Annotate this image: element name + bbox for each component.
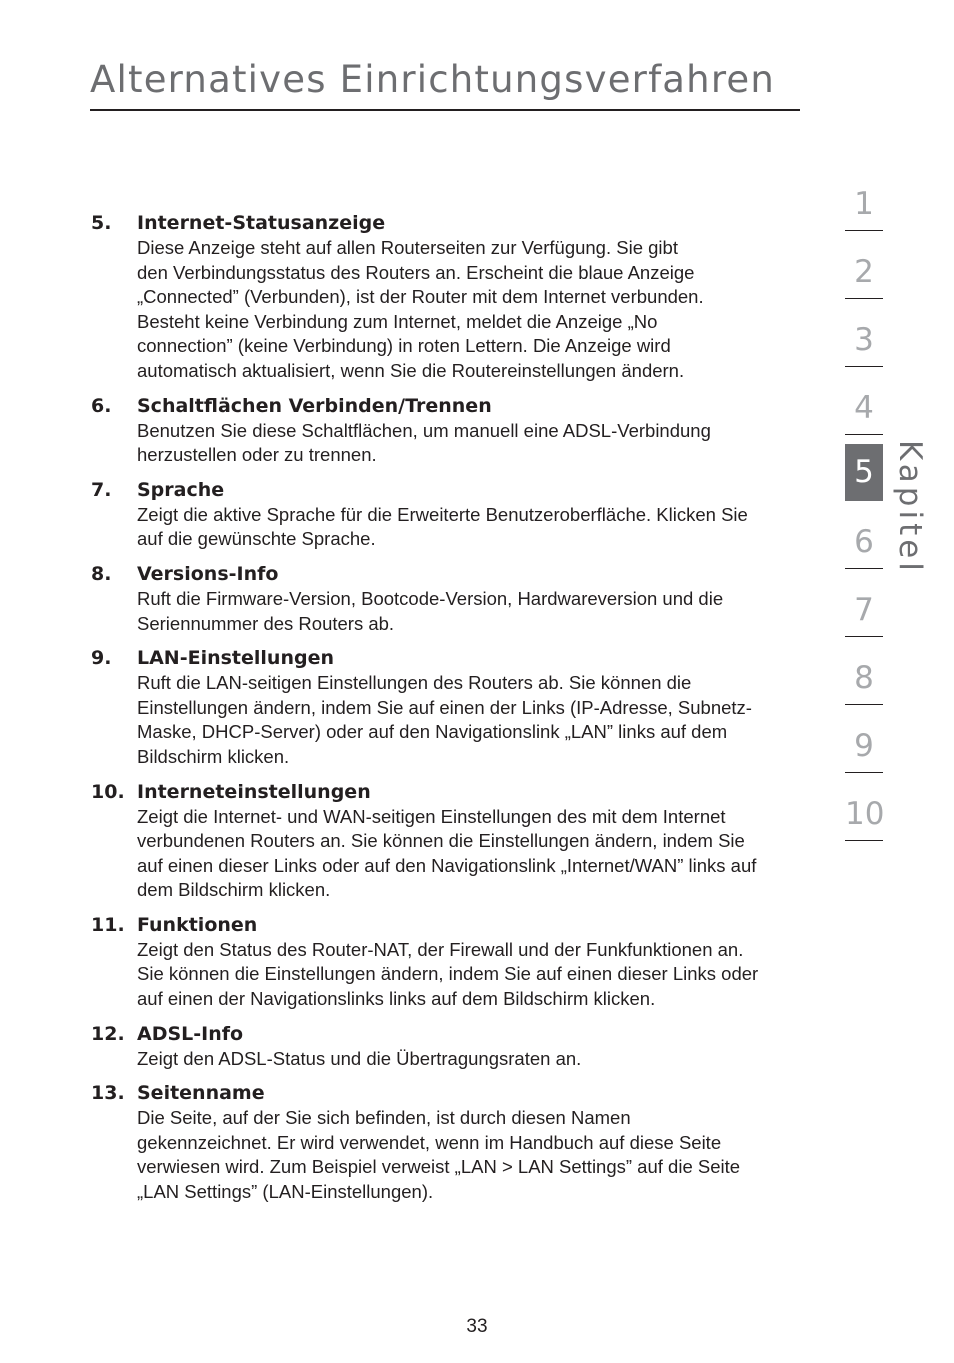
item-heading: Funktionen (137, 913, 258, 936)
body-line: Seriennummer des Routers ab. (137, 612, 395, 634)
body-line: Zeigt die Internet- und WAN-seitigen Einstellungen des mit dem Internet (137, 805, 726, 827)
body-line: verwiesen wird. Zum Beispiel verweist „LAN > LAN Settings” auf die Seite (137, 1156, 741, 1178)
list-item (91, 561, 836, 636)
body-line: dem Bildschirm klicken. (137, 879, 331, 901)
item-list (91, 210, 836, 1214)
body-line: Besteht keine Verbindung zum Internet, meldet die Anzeige „No (137, 310, 658, 332)
item-heading: Seitenname (137, 1082, 265, 1105)
body-line: auf die gewünschte Sprache. (137, 528, 376, 550)
body-line: Ruft die LAN-seitigen Einstellungen des Routers ab. Sie können die (137, 672, 692, 694)
chapter-nav (845, 172, 883, 850)
item-heading: Sprache (137, 478, 225, 501)
list-item (91, 393, 836, 468)
body-line: Diese Anzeige steht auf allen Routerseiten zur Verfügung. Sie gibt (137, 237, 678, 258)
list-item (91, 779, 836, 903)
list-item (91, 1080, 836, 1204)
item-heading: Internet-Statusanzeige (137, 212, 386, 234)
list-item (91, 1021, 836, 1072)
list-item (91, 645, 836, 769)
body-line: Sie können die Einstellungen ändern, indem Sie auf einen dieser Links oder (137, 963, 759, 985)
body-line: herzustellen oder zu trennen. (137, 444, 377, 466)
body-line: gekennzeichnet. Er wird verwendet, wenn im Handbuch auf diese Seite (137, 1131, 722, 1153)
body-line: connection” (keine Verbindung) in roten Lettern. Die Anzeige wird (137, 335, 671, 357)
body-line: auf einen dieser Links oder auf den Navigationslink „Internet/WAN” links auf (137, 854, 757, 876)
body-line: „LAN Settings” (LAN-Einstellungen). (137, 1181, 434, 1203)
item-number: 6. (91, 394, 112, 417)
body-line: Benutzen Sie diese Schaltflächen, um manuell eine ADSL-Verbindung (137, 419, 711, 441)
body-line: Maske, DHCP-Server) oder auf den Navigationslink „LAN” links auf dem (137, 721, 728, 743)
list-item (91, 912, 836, 1012)
list-item (91, 477, 836, 552)
item-heading: LAN-Einstellungen (137, 647, 334, 670)
chapter-tab-4[interactable]: 4 (845, 376, 883, 435)
chapter-tab-5-active[interactable]: 5 (845, 444, 883, 501)
body-line: verbundenen Routers an. Sie können die Einstellungen ändern, indem Sie (137, 830, 745, 852)
body-line: Ruft die Firmware-Version, Bootcode-Version, Hardwareversion und die (137, 587, 724, 609)
chapter-tab-8[interactable]: 8 (845, 646, 883, 705)
item-heading: Versions-Info (137, 562, 279, 585)
chapter-tab-10[interactable]: 10 (845, 782, 883, 841)
item-body (137, 938, 836, 1012)
item-body (137, 587, 836, 636)
chapter-tab-9[interactable]: 9 (845, 714, 883, 773)
item-number: 7. (91, 478, 112, 501)
body-line: automatisch aktualisiert, wenn Sie die Routereinstellungen ändern. (137, 359, 685, 381)
item-body (137, 236, 836, 384)
chapter-tab-6[interactable]: 6 (845, 510, 883, 569)
item-body (137, 1106, 836, 1204)
body-line: Zeigt die aktive Sprache für die Erweiterte Benutzeroberfläche. Klicken Sie (137, 503, 748, 525)
chapter-tab-2[interactable]: 2 (845, 240, 883, 299)
body-line: Einstellungen ändern, indem Sie auf einen der Links (IP-Adresse, Subnetz- (137, 696, 752, 718)
page-number: 33 (466, 1316, 488, 1337)
item-heading: Schaltflächen Verbinden/Trennen (137, 394, 492, 417)
item-number: 8. (91, 562, 112, 585)
title-rule (90, 109, 800, 111)
item-body (137, 1047, 836, 1072)
chapter-label: Kapitel (892, 440, 928, 575)
item-body (137, 419, 836, 468)
item-number: 11. (91, 913, 125, 936)
item-number: 10. (91, 780, 125, 803)
body-line: Bildschirm klicken. (137, 745, 290, 767)
chapter-tab-1[interactable]: 1 (845, 172, 883, 231)
body-line: „Connected” (Verbunden), ist der Router mit dem Internet verbunden. (137, 286, 704, 308)
item-number: 12. (91, 1022, 125, 1045)
body-line: den Verbindungsstatus des Routers an. Erscheint die blaue Anzeige (137, 261, 695, 283)
body-line: Die Seite, auf der Sie sich befinden, ist durch diesen Namen (137, 1107, 631, 1129)
item-number: 13. (91, 1082, 125, 1105)
body-line: Zeigt den ADSL-Status und die Übertragungsraten an. (137, 1047, 582, 1069)
item-heading: Interneteinstellungen (137, 780, 371, 803)
item-body (137, 805, 836, 903)
item-body (137, 503, 836, 552)
body-line: auf einen der Navigationslinks links auf dem Bildschirm klicken. (137, 988, 656, 1010)
item-body (137, 671, 836, 769)
item-number: 5. (91, 212, 112, 234)
item-heading: ADSL-Info (137, 1022, 244, 1045)
list-item (91, 210, 836, 384)
chapter-tab-3[interactable]: 3 (845, 308, 883, 367)
body-line: Zeigt den Status des Router-NAT, der Firewall und der Funkfunktionen an. (137, 938, 744, 960)
chapter-tab-7[interactable]: 7 (845, 578, 883, 637)
page-title: Alternatives Einrichtungsverfahren (90, 58, 776, 101)
item-number: 9. (91, 647, 112, 670)
